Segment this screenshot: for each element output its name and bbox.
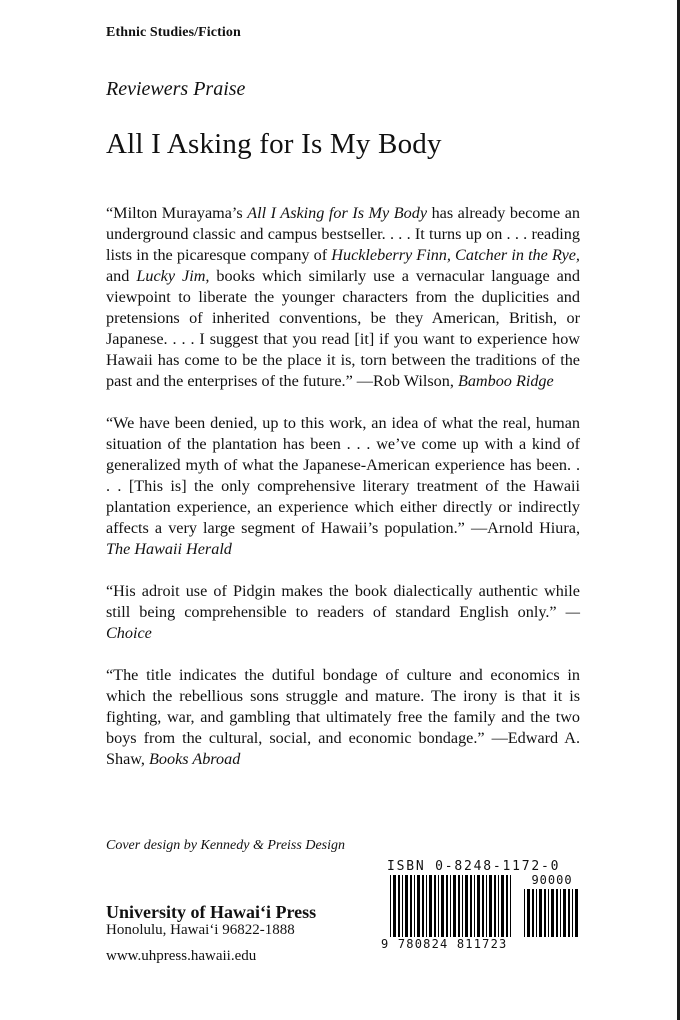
barcode-bar [477, 875, 480, 937]
review-source: The Hawaii Herald [106, 540, 232, 558]
barcode-bar [486, 875, 487, 937]
barcode-bar [458, 875, 460, 937]
barcode-bar [429, 875, 432, 937]
category-label: Ethnic Studies/Fiction [106, 25, 241, 40]
barcode-bar [506, 875, 508, 937]
barcode-bar [446, 875, 448, 937]
barcode-bar [405, 875, 408, 937]
barcode-bar [462, 875, 463, 937]
publisher-url: www.uhpress.hawaii.edu [106, 948, 257, 964]
barcode-bar [470, 875, 472, 937]
barcode-bar [494, 875, 496, 937]
barcode-bar [417, 875, 420, 937]
barcode-bar [474, 875, 475, 937]
barcode-bar [414, 875, 415, 937]
publisher-address: Honolulu, Hawaiʻi 96822-1888 [106, 922, 295, 938]
ean-barcode-bars [389, 875, 515, 937]
barcode-bar [532, 889, 534, 937]
barcode-bar [548, 889, 549, 937]
barcode-bar [510, 875, 511, 937]
barcode-bar [572, 889, 573, 937]
review-source: Bamboo Ridge [457, 372, 554, 390]
review-quote-4: “The title indicates the dutiful bondage of culture and economics in which the rebellious sons struggle and mature. The irony is that it is fighting, war, and gambling that ultimately free the family and the two boys from the cultural, social, and economic bondage.” —Edward A. Shaw, Books Abroad [106, 666, 580, 768]
barcode-bar [544, 889, 546, 937]
barcode-bar [489, 875, 492, 937]
price-code: 90000 [531, 873, 573, 887]
barcode-bar [441, 875, 444, 937]
barcode-bar [398, 875, 400, 937]
barcode-bar [501, 875, 504, 937]
review-quote-2: “We have been denied, up to this work, an idea of what the real, human situation of the plantation has been . . . we’ve come up with a kind of generalized myth of what the Japanese-American experience has been. . . . [This is] the only comprehensive literary treatment of the Hawaii plantation experience, an experience which either directly or indirectly affects a very large segment of Hawaii’s population.” —Arnold Hiura, The Hawaii Herald [106, 414, 580, 558]
barcode-bar [422, 875, 424, 937]
barcode-bar [482, 875, 484, 937]
cover-design-credit: Cover design by Kennedy & Preiss Design [106, 838, 345, 853]
barcode-bar [575, 889, 578, 937]
praise-heading: Reviewers Praise [106, 78, 246, 100]
review-quote-1: “Milton Murayama’s All I Asking for Is My Body has already become an underground classic and campus bestseller. . . . It turns up on . . . reading lists in the picaresque company of Huckleberry Finn, Catcher in the Rye, and Lucky Jim, books which similarly use a vernacular language and viewpoint to liberate the younger characters from the duplicities and pretensions of inherited conventions, be they American, British, or Japanese. . . . I suggest that you read [it] if you want to experience how Hawaii has come to be the place it is, torn between the traditions of the past and the enterprises of the future.” —Rob Wilson, Bamboo Ridge [106, 204, 580, 390]
publisher-name: University of Hawaiʻi Press [106, 902, 317, 922]
isbn-number: ISBN 0-8248-1172-0 [387, 859, 561, 874]
barcode-bar [527, 889, 530, 937]
barcode-bar [465, 875, 468, 937]
barcode-bar [568, 889, 570, 937]
barcode-bar [536, 889, 537, 937]
barcode-bar [539, 889, 542, 937]
barcode-bar [560, 889, 561, 937]
barcode-bar [434, 875, 436, 937]
barcode-bar [402, 875, 403, 937]
barcode-bar [498, 875, 499, 937]
barcode-bar [556, 889, 558, 937]
addon-barcode-bars [523, 889, 579, 937]
isbn-barcode [381, 857, 582, 957]
ean-digits: 9 780824 811723 [381, 937, 508, 951]
review-quote-3: “His adroit use of Pidgin makes the book dialectically authentic while still being comprehensible to readers of standard English only.” —Choice [106, 582, 580, 642]
barcode-bar [524, 889, 525, 937]
review-source: Books Abroad [149, 750, 241, 768]
book-title: All I Asking for Is My Body [106, 128, 442, 160]
barcode-bar [551, 889, 554, 937]
barcode-bar [453, 875, 456, 937]
review-quotes [106, 203, 580, 791]
barcode-bar [426, 875, 427, 937]
barcode-bar [393, 875, 396, 937]
barcode-bar [410, 875, 412, 937]
barcode-bar [563, 889, 566, 937]
barcode-bar [450, 875, 451, 937]
review-source: —Choice [106, 603, 580, 642]
barcode-bar [390, 875, 391, 937]
barcode-bar [438, 875, 439, 937]
